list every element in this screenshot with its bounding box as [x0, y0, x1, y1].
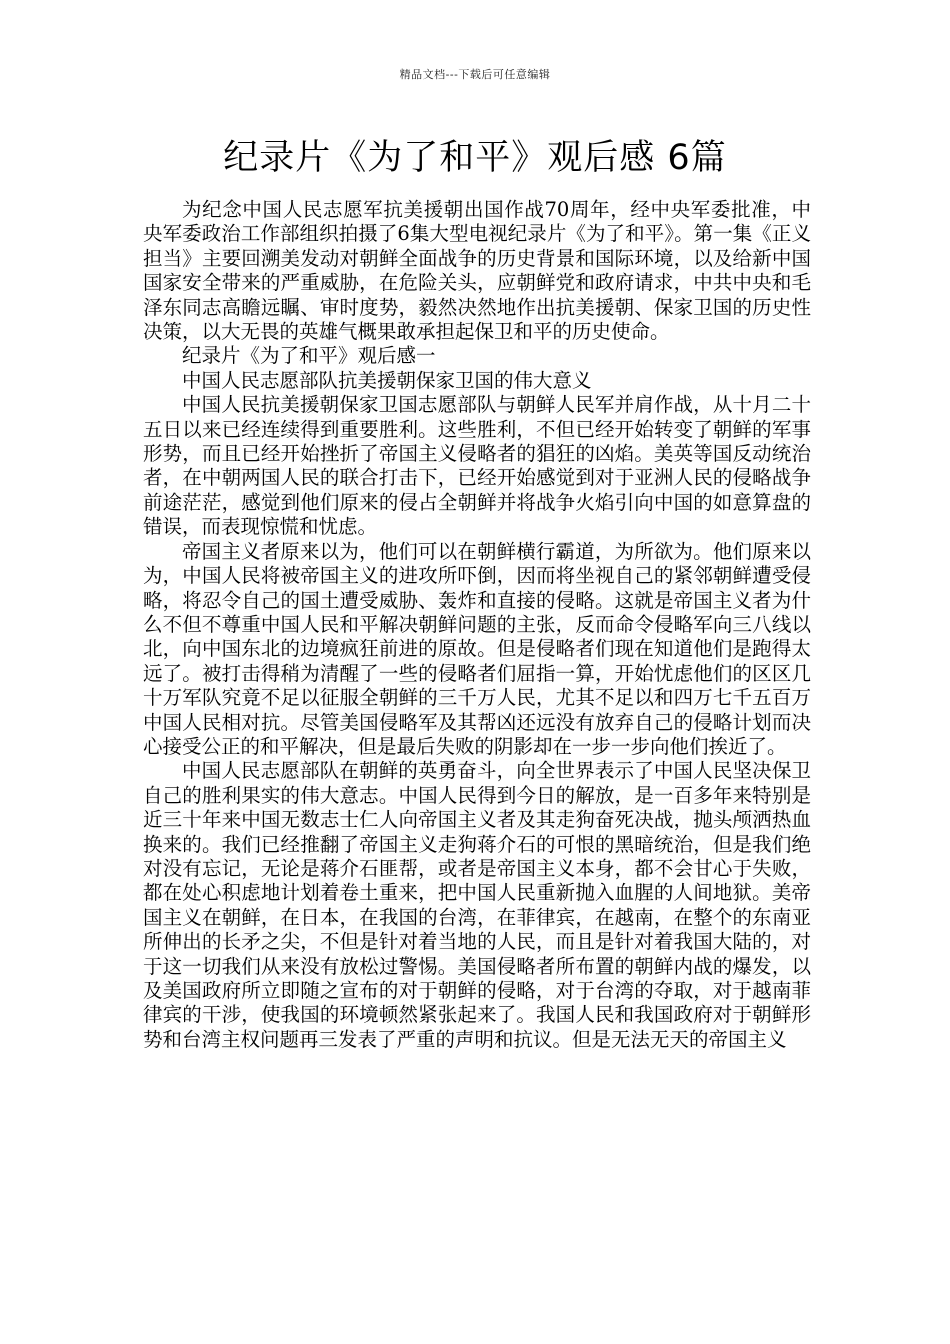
article-heading: 中国人民志愿部队抗美援朝保家卫国的伟大意义	[182, 368, 592, 392]
section-heading: 纪录片《为了和平》观后感一	[182, 344, 436, 368]
document-title: 纪录片《为了和平》观后感 6篇	[223, 138, 727, 178]
document-body	[143, 198, 811, 1052]
paragraph: 帝国主义者原来以为，他们可以在朝鲜横行霸道，为所欲为。他们原来以为，中国人民将被帝国主义的进攻所吓倒，因而将坐视自己的紧邻朝鲜遭受侵略，将忍令自己的国土遭受威胁、轰炸和直接的侵略。这就是帝国主义者为什么不但不尊重中国人民和平解决朝鲜问题的主张，反而命令侵略军向三八线以北，向中国东北的边境疯狂前进的原故。但是侵略者们现在知道他们是跑得太远了。被打击得稍为清醒了一些的侵略者们屈指一算，开始忧虑他们的区区几十万军队究竟不足以征服全朝鲜的三千万人民，尤其不足以和四万七千五百万中国人民相对抗。尽管美国侵略军及其帮凶还远没有放弃自己的侵略计划而决心接受公正的和平解决，但是最后失败的阴影却在一步一步向他们挨近了。	[143, 539, 811, 758]
paragraph: 中国人民抗美援朝保家卫国志愿部队与朝鲜人民军并肩作战，从十月二十五日以来已经连续得到重要胜利。这些胜利，不但已经开始转变了朝鲜的军事形势，而且已经开始挫折了帝国主义侵略者的猖狂的凶焰。美英等国反动统治者，在中朝两国人民的联合打击下，已经开始感觉到对于亚洲人民的侵略战争前途茫茫，感觉到他们原来的侵占全朝鲜并将战争火焰引向中国的如意算盘的错误，而表现惊慌和忧虑。	[143, 393, 811, 539]
paragraph: 中国人民志愿部队在朝鲜的英勇奋斗，向全世界表示了中国人民坚决保卫自己的胜利果实的伟大意志。中国人民得到今日的解放，是一百多年来特别是近三十年来中国无数志士仁人向帝国主义者及其走狗奋死决战，抛头颅洒热血换来的。我们已经推翻了帝国主义走狗蒋介石的可恨的黑暗统治，但是我们绝对没有忘记，无论是蒋介石匪帮，或者是帝国主义本身，都不会甘心于失败，都在处心积虑地计划着卷土重来，把中国人民重新抛入血腥的人间地狱。美帝国主义在朝鲜，在日本，在我国的台湾，在菲律宾，在越南，在整个的东南亚所伸出的长矛之尖，不但是针对着当地的人民，而且是针对着我国大陆的，对于这一切我们从来没有放松过警惕。美国侵略者所布置的朝鲜内战的爆发，以及美国政府所立即随之宣布的对于朝鲜的侵略，对于台湾的夺取，对于越南菲律宾的干涉，使我国的环境顿然紧张起来了。我国人民和我国政府对于朝鲜形势和台湾主权问题再三发表了严重的声明和抗议。但是无法无天的帝国主义	[143, 759, 811, 1051]
paragraph-intro: 为纪念中国人民志愿军抗美援朝出国作战70周年，经中央军委批准，中央军委政治工作部组织拍摄了6集大型电视纪录片《为了和平》。第一集《正义担当》主要回溯美发动对朝鲜全面战争的历史背景和国际环境，以及给新中国国家安全带来的严重威胁，在危险关头，应朝鲜党和政府请求，中共中央和毛泽东同志高瞻远瞩、审时度势，毅然决然地作出抗美援朝、保家卫国的历史性决策，以大无畏的英雄气概果敢承担起保卫和平的历史使命。	[143, 198, 811, 344]
header-note: 精品文档---下载后可任意编辑	[399, 68, 551, 81]
